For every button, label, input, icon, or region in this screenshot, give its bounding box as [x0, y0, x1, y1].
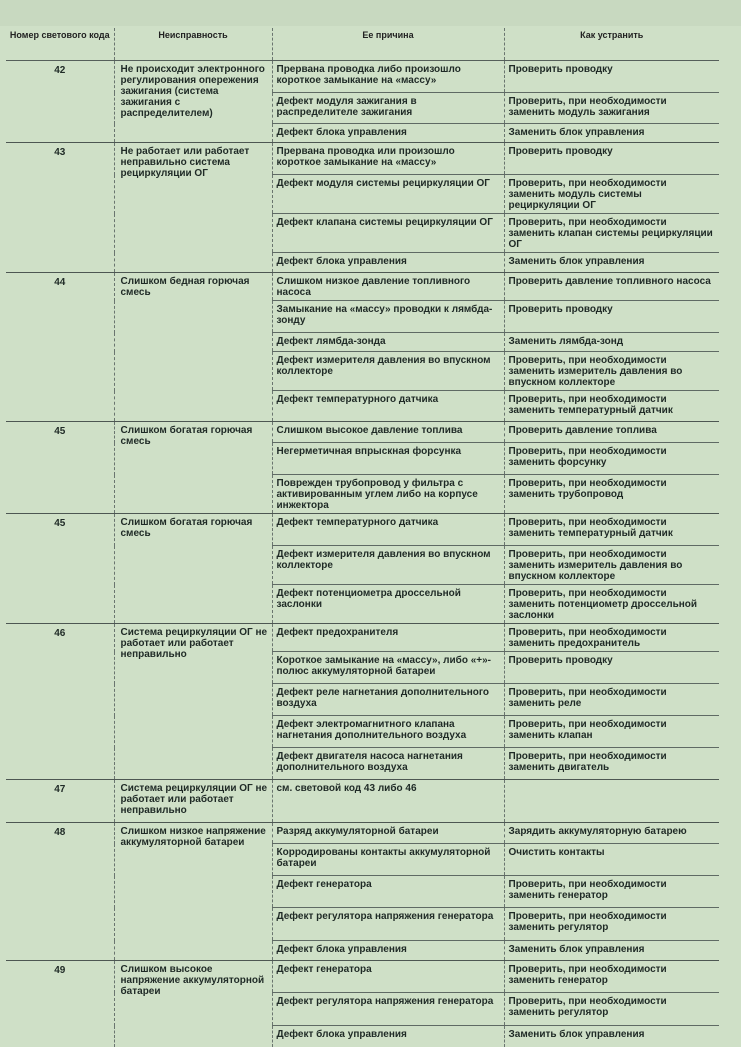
cause-cell: Дефект лямбда-зонда — [272, 333, 504, 352]
fix-cell: Проверить, при необходимости заменить клапан системы рециркуляции ОГ — [504, 214, 719, 253]
fix-cell: Проверить, при необходимости заменить модуль системы рециркуляции ОГ — [504, 175, 719, 214]
light-code-cell: 42 — [6, 61, 114, 143]
fix-cell: Проверить, при необходимости заменить температурный датчик — [504, 391, 719, 422]
fix-cell: Проверить, при необходимости заменить клапан — [504, 716, 719, 748]
fix-cell: Заменить блок управления — [504, 124, 719, 143]
fix-cell: Проверить давление топливного насоса — [504, 273, 719, 301]
cause-cell: Слишком низкое давление топливного насоса — [272, 273, 504, 301]
fix-cell: Проверить, при необходимости заменить измеритель давления во впускном коллекторе — [504, 352, 719, 391]
cause-cell: Корродированы контакты аккумуляторной батареи — [272, 844, 504, 876]
fix-cell: Проверить, при необходимости заменить генератор — [504, 961, 719, 993]
fix-cell: Проверить, при необходимости заменить генератор — [504, 876, 719, 908]
cause-cell: Дефект измерителя давления во впускном коллекторе — [272, 352, 504, 391]
fix-cell: Заменить блок управления — [504, 1026, 719, 1047]
cause-cell: Разряд аккумуляторной батареи — [272, 823, 504, 844]
cause-cell: Дефект блока управления — [272, 253, 504, 273]
cause-cell: Дефект модуля системы рециркуляции ОГ — [272, 175, 504, 214]
cause-cell: Поврежден трубопровод у фильтра с активированным углем либо на корпусе инжектора — [272, 475, 504, 514]
fix-cell: Проверить, при необходимости заменить двигатель — [504, 748, 719, 780]
header-fix: Как устранить — [504, 28, 719, 61]
fault-cell: Слишком богатая горючая смесь — [114, 514, 272, 624]
header-fault: Неисправность — [114, 28, 272, 61]
header-row — [6, 28, 719, 61]
fix-cell: Проверить проводку — [504, 143, 719, 175]
fault-cell: Слишком богатая горючая смесь — [114, 422, 272, 514]
fix-cell: Проверить проводку — [504, 61, 719, 93]
light-code-cell: 45 — [6, 422, 114, 514]
cause-cell: Дефект генератора — [272, 961, 504, 993]
table-row — [6, 823, 719, 844]
table-body — [6, 61, 719, 1047]
fault-cell: Слишком бедная горючая смесь — [114, 273, 272, 422]
light-code-cell: 47 — [6, 780, 114, 823]
fault-cell: Слишком низкое напряжение аккумуляторной батареи — [114, 823, 272, 961]
cause-cell: Дефект блока управления — [272, 124, 504, 143]
table-row — [6, 514, 719, 546]
light-code-cell: 48 — [6, 823, 114, 961]
light-code-cell: 49 — [6, 961, 114, 1047]
header-cause: Ее причина — [272, 28, 504, 61]
table-row — [6, 61, 719, 93]
fault-cell: Слишком высокое напряжение аккумуляторной батареи — [114, 961, 272, 1047]
fault-cell: Не работает или работает неправильно система рециркуляции ОГ — [114, 143, 272, 273]
cause-cell: Прервана проводка либо произошло короткое замыкание на «массу» — [272, 61, 504, 93]
light-code-cell: 46 — [6, 624, 114, 780]
table-row — [6, 422, 719, 443]
table-row — [6, 624, 719, 652]
cause-cell: Дефект генератора — [272, 876, 504, 908]
fix-cell: Проверить, при необходимости заменить регулятор — [504, 993, 719, 1026]
table-row — [6, 961, 719, 993]
cause-cell: Замыкание на «массу» проводки к лямбда-зонду — [272, 301, 504, 333]
cause-cell: Короткое замыкание на «массу», либо «+»-полюс аккумуляторной батареи — [272, 652, 504, 684]
fix-cell: Проверить проводку — [504, 301, 719, 333]
fault-cell: Не происходит электронного регулирования опережения зажигания (система зажигания с распределителем) — [114, 61, 272, 143]
fix-cell: Проверить, при необходимости заменить форсунку — [504, 443, 719, 475]
fix-cell: Заменить блок управления — [504, 253, 719, 273]
cause-cell: Дефект блока управления — [272, 941, 504, 961]
fix-cell — [504, 780, 719, 823]
header-code: Номер светового кода — [6, 28, 114, 61]
cause-cell: Дефект измерителя давления во впускном коллекторе — [272, 546, 504, 585]
fix-cell: Проверить, при необходимости заменить модуль зажигания — [504, 93, 719, 124]
cause-cell: Слишком высокое давление топлива — [272, 422, 504, 443]
fix-cell: Зарядить аккумуляторную батарею — [504, 823, 719, 844]
cause-cell: см. световой код 43 либо 46 — [272, 780, 504, 823]
fix-cell: Заменить лямбда-зонд — [504, 333, 719, 352]
fix-cell: Проверить давление топлива — [504, 422, 719, 443]
light-code-cell: 44 — [6, 273, 114, 422]
cause-cell: Дефект регулятора напряжения генератора — [272, 993, 504, 1026]
cause-cell: Прервана проводка или произошло короткое замыкание на «массу» — [272, 143, 504, 175]
fix-cell: Очистить контакты — [504, 844, 719, 876]
cause-cell: Дефект клапана системы рециркуляции ОГ — [272, 214, 504, 253]
fault-code-table — [6, 28, 719, 1047]
fix-cell: Проверить, при необходимости заменить реле — [504, 684, 719, 716]
fault-cell: Система рециркуляции ОГ не работает или работает неправильно — [114, 780, 272, 823]
light-code-cell: 45 — [6, 514, 114, 624]
fix-cell: Проверить проводку — [504, 652, 719, 684]
cause-cell: Дефект двигателя насоса нагнетания дополнительного воздуха — [272, 748, 504, 780]
cause-cell: Дефект предохранителя — [272, 624, 504, 652]
cause-cell: Дефект модуля зажигания в распределителе зажигания — [272, 93, 504, 124]
fix-cell: Проверить, при необходимости заменить трубопровод — [504, 475, 719, 514]
cause-cell: Дефект электромагнитного клапана нагнетания дополнительного воздуха — [272, 716, 504, 748]
fix-cell: Заменить блок управления — [504, 941, 719, 961]
top-margin — [0, 0, 741, 26]
fix-cell: Проверить, при необходимости заменить потенциометр дроссельной заслонки — [504, 585, 719, 624]
table-row — [6, 780, 719, 823]
fix-cell: Проверить, при необходимости заменить предохранитель — [504, 624, 719, 652]
table-row — [6, 273, 719, 301]
fix-cell: Проверить, при необходимости заменить температурный датчик — [504, 514, 719, 546]
cause-cell: Дефект реле нагнетания дополнительного воздуха — [272, 684, 504, 716]
cause-cell: Негерметичная впрыскная форсунка — [272, 443, 504, 475]
fix-cell: Проверить, при необходимости заменить регулятор — [504, 908, 719, 941]
light-code-cell: 43 — [6, 143, 114, 273]
cause-cell: Дефект потенциометра дроссельной заслонки — [272, 585, 504, 624]
cause-cell: Дефект температурного датчика — [272, 514, 504, 546]
cause-cell: Дефект блока управления — [272, 1026, 504, 1047]
table-row — [6, 143, 719, 175]
cause-cell: Дефект регулятора напряжения генератора — [272, 908, 504, 941]
fault-cell: Система рециркуляции ОГ не работает или работает неправильно — [114, 624, 272, 780]
fix-cell: Проверить, при необходимости заменить измеритель давления во впускном коллекторе — [504, 546, 719, 585]
cause-cell: Дефект температурного датчика — [272, 391, 504, 422]
